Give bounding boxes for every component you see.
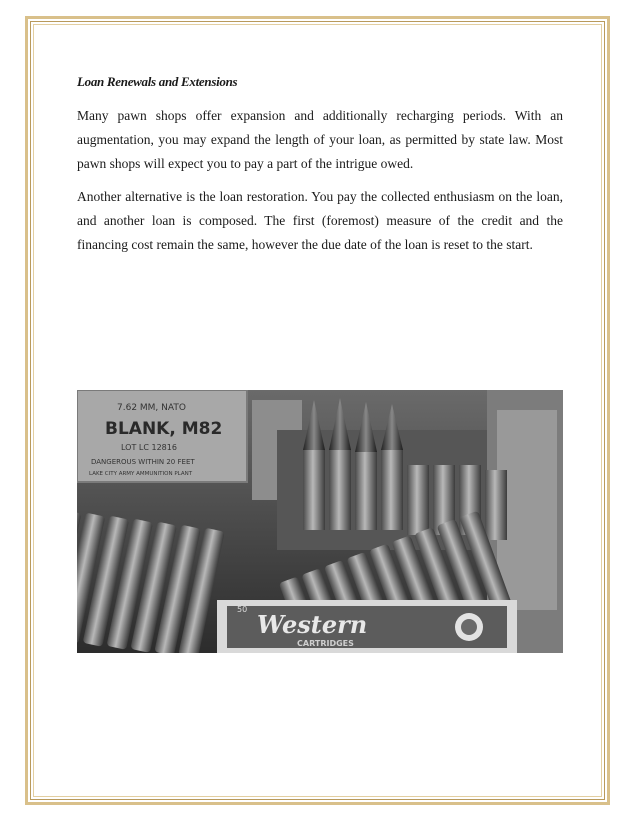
carton-label: CARTRIDGES bbox=[297, 639, 354, 648]
cartridge-carton bbox=[217, 600, 517, 653]
box-line-3: LOT LC 12816 bbox=[121, 443, 177, 452]
ammunition-photo-illustration bbox=[77, 390, 563, 653]
ammo-box bbox=[77, 390, 247, 482]
box-line-4: DANGEROUS WITHIN 20 FEET bbox=[91, 458, 195, 466]
paragraph-restoration: Another alternative is the loan restoration. You pay the collected enthusiasm on the loan, and another loan is composed. The first (foremost) measure of the credit and the financing cost remain the same, however the due date of the loan is reset to the start. bbox=[77, 189, 563, 252]
carton-brand: Western bbox=[257, 610, 368, 639]
carton-number: 50 bbox=[237, 605, 248, 614]
box-line-2: BLANK, M82 bbox=[105, 419, 223, 439]
ammunition-photo bbox=[77, 390, 563, 653]
box-line-1: 7.62 MM, NATO bbox=[117, 403, 186, 413]
document-body bbox=[77, 74, 563, 266]
paragraph-extensions: Many pawn shops offer expansion and additionally recharging periods. With an augmentation, you may expand the length of your loan, as permitted by state law. Most pawn shops will expect you to pay a part of the intrigue owed. bbox=[77, 108, 563, 171]
section-heading: Loan Renewals and Extensions bbox=[77, 74, 238, 89]
box-line-5: LAKE CITY ARMY AMMUNITION PLANT bbox=[89, 471, 193, 477]
